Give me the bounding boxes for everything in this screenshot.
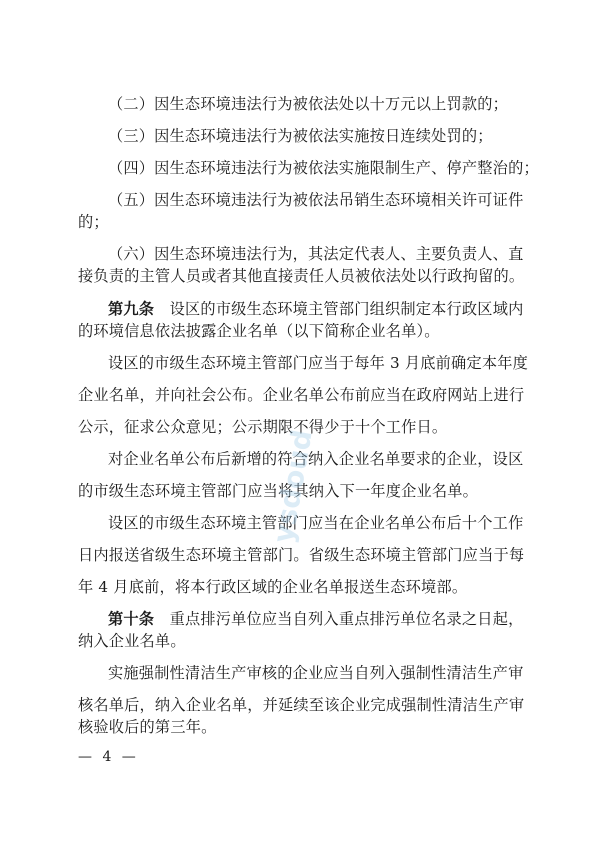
clause-6-line-1: （六）因生态环境违法行为，其法定代表人、主要负责人、直 (108, 245, 524, 263)
paragraph-3-line-1: 设区的市级生态环境主管部门应当在企业名单公布后十个工作 (108, 514, 524, 532)
clause-5-line-2: 的； (78, 213, 109, 231)
clause-5-line-1: （五）因生态环境违法行为被依法吊销生态环境相关许可证件 (108, 191, 524, 209)
article-9-line-1 (108, 300, 523, 318)
paragraph-4-line-1: 实施强制性清洁生产审核的企业应当自列入强制性清洁生产审 (108, 664, 524, 682)
paragraph-1-line-2: 企业名单，并向社会公布。企业名单公布前应当在政府网站上进行 (78, 386, 525, 404)
article-9-line-2: 的环境信息依法披露企业名单（以下简称企业名单）。 (78, 322, 440, 340)
paragraph-4-line-2: 核名单后，纳入企业名单，并延续至该企业完成强制性清洁生产审 (78, 696, 525, 714)
article-9-heading: 第九条 (108, 300, 155, 318)
clause-4: （四）因生态环境违法行为被依法实施限制生产、停产整治的； (108, 159, 539, 177)
article-9-text-1: 设区的市级生态环境主管部门组织制定本行政区域内 (169, 300, 524, 318)
paragraph-1-line-1: 设区的市级生态环境主管部门应当于每年 3 月底前确定本年度 (108, 354, 528, 372)
article-10-line-2: 纳入企业名单。 (78, 632, 186, 650)
paragraph-2-line-2: 的市级生态环境主管部门应当将其纳入下一年度企业名单。 (78, 482, 479, 500)
clause-6-line-2: 接负责的主管人员或者其他直接责任人员被依法处以行政拘留的。 (78, 267, 525, 285)
paragraph-4-line-3: 核验收后的第三年。 (78, 718, 217, 736)
clause-3: （三）因生态环境违法行为被依法实施按日连续处罚的； (108, 127, 493, 145)
paragraph-3-line-2: 日内报送省级生态环境主管部门。省级生态环境主管部门应当于每 (78, 546, 525, 564)
page-number: — 4 — (78, 749, 139, 765)
watermark-text: ysdoud (266, 427, 319, 546)
clause-2: （二）因生态环境违法行为被依法处以十万元以上罚款的； (108, 95, 509, 113)
article-10-heading: 第十条 (108, 610, 155, 628)
article-10-text-1: 重点排污单位应当自列入重点排污单位名录之日起， (169, 610, 524, 628)
paragraph-2-line-1: 对企业名单公布后新增的符合纳入企业名单要求的企业，设区 (108, 450, 524, 468)
watermark-logo (262, 388, 342, 588)
paragraph-1-line-3: 公示，征求公众意见；公示期限不得少于十个工作日。 (78, 418, 448, 436)
paragraph-3-line-3: 年 4 月底前，将本行政区域的企业名单报送生态环境部。 (78, 578, 468, 596)
article-10-line-1 (108, 610, 523, 628)
